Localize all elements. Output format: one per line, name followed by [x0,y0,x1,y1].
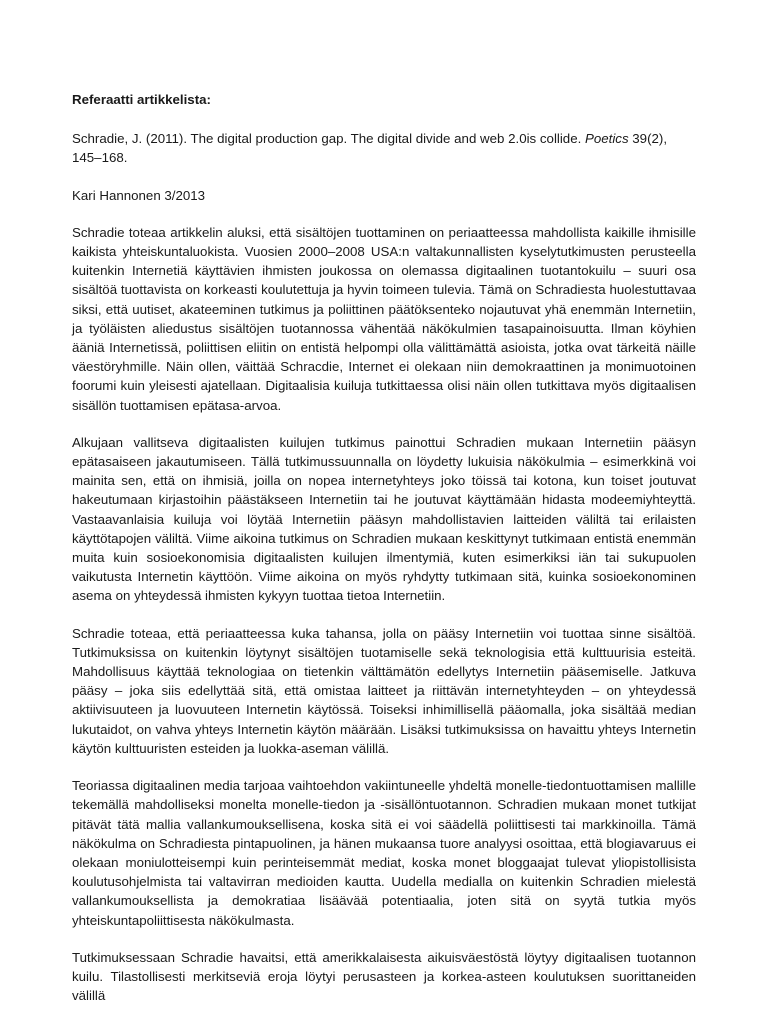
paragraph-1: Schradie toteaa artikkelin aluksi, että sisältöjen tuottaminen on periaatteessa mahdollista kaikille ihmisille kaikista yhteiskuntaluokista. Vuosien 2000–2008 USA:n valtakunnallisten kyselytutkimusten perusteella kuitenkin Internetiä käyttävien ihmisten joukossa on olemassa digitaalinen tuotantokuilu – suuri osa sisältöä tuottavista on korkeasti koulutettuja ja hyvin toimeen tulevia. Tämä on Schradiesta huolestuttavaa siksi, että uutiset, akateeminen tutkimus ja poliittinen päätöksenteko nojautuvat yhä enemmän Internetiin, ja työläisten aliedustus sisältöjen tuotannossa vähentää näkökulmien tasapainoisuutta. Ilman köyhien ääniä Internetissä, poliittisen eliitin on entistä helpompi olla välittämättä asioista, jotka ovat tärkeitä näille väestöryhmille. Näin ollen, väittää Schracdie, Internet ei olekaan niin demokraattinen ja monimuotoinen foorumi kuin yleisesti ajatellaan. Digitaalisia kuiluja tutkittaessa olisi näin ollen tutkittava myös digitaalisen sisällön tuottamisen epätasa-arvoa. [72,224,696,413]
citation-volume-pages: 39(2), 145–168. [72,131,668,166]
paragraph-2: Alkujaan vallitseva digitaalisten kuilujen tutkimus painottui Schradien mukaan Internetiin pääsyn epätasaiseen jakautumiseen. Tällä tutkimussuunnalla on löydetty lukuisia näkökulmia – esimerkkinä voi mainita sen, että on ihmisiä, joilla on nopea internetyhteys joko töissä tai kotona, kun toiset joutuvat hakeutumaan kirjastoihin päästäkseen Internetiin tai he joutuvat käyttämään hidasta modeemiyhteyttä. Vastaavanlaisia kuiluja voi löytää Internetiin pääsyn mahdollistavien laitteiden väliltä tai erilaisten käyttötapojen väliltä. Viime aikoina tutkimus on Schradien mukaan keskittynyt tutkimaan entistä enemmän muita kuin sosioekonomisia digitaalisten kuilujen ilmentymiä, kuten esimerkiksi iän tai sukupuolen vaikutusta Internetin käyttöön. Viime aikoina on myös ryhdytty tutkimaan sitä, kuinka sosioekonominen asema on yhteydessä ihmisten kykyyn tuottaa tietoa Internetiin. [72,434,696,604]
document-page [72,90,696,1005]
citation [72,129,696,167]
document-heading: Referaatti artikkelista: [72,92,211,107]
citation-journal: Poetics [584,131,629,147]
author-line: Kari Hannonen 3/2013 [72,187,206,203]
paragraph-5: Tutkimuksessaan Schradie havaitsi, että amerikkalaisesta aikuisväestöstä löytyy digitaalisen tuotannon kuilu. Tilastollisesti merkitseviä eroja löytyi perusasteen ja korkea-asteen koulutuksen suorittaneiden välillä [72,949,696,1004]
citation-text: Schradie, J. (2011). The digital production gap. The digital divide and web 2.0is collide. [72,131,585,147]
paragraph-3: Schradie toteaa, että periaatteessa kuka tahansa, jolla on pääsy Internetiin voi tuottaa sinne sisältöä. Tutkimuksissa on kuitenkin löytynyt sisältöjen tuotamiselle sekä teknologisia että kulttuurisia esteitä. Mahdollisuus käyttää teknologiaa on tietenkin välttämätön edellytys Internetiin pääsemiselle. Jatkuva pääsy – joka siis edellyttää sitä, että omistaa laitteet ja riittävän internetyhteyden – on yhteydessä aktiivisuuteen ja luovuuteen Internetin käytössä. Toiseksi inhimillisellä pääomalla, joka sisältää median lukutaidot, on vahva yhteys Internetin käytön määrään. Lisäksi tutkimuksissa on havaittu yhteys Internetin käytön kulttuuristen esteiden ja luokka-aseman välillä. [72,625,696,756]
paragraph-4: Teoriassa digitaalinen media tarjoaa vaihtoehdon vakiintuneelle yhdeltä monelle-tiedontuottamisen mallille tekemällä mahdolliseksi monelta monelle-tiedon ja -sisällöntuotannon. Schradien mukaan monet tutkijat pitävät tätä mallia vallankumouksellisena, koska sitä ei voi säädellä poliittisesti tai markkinoilla. Tämä näkökulma on Schradiesta pintapuolinen, ja hänen mukaansa tuore analyysi osoittaa, että blogiavaruus ei olekaan moniulotteisempi kuin perinteisemmät mediat, koska monet bloggaajat tulevat yliopistollisista koulutusohjelmista tai valtavirran medioiden kautta. Uudella medialla on kuitenkin Schradien mielestä vallankumouksellista ja demokratiaa lisäävää potentiaalia, joten sitä on syytä tutkia myös yhteiskuntapoliittisesta näkökulmasta. [72,778,696,928]
